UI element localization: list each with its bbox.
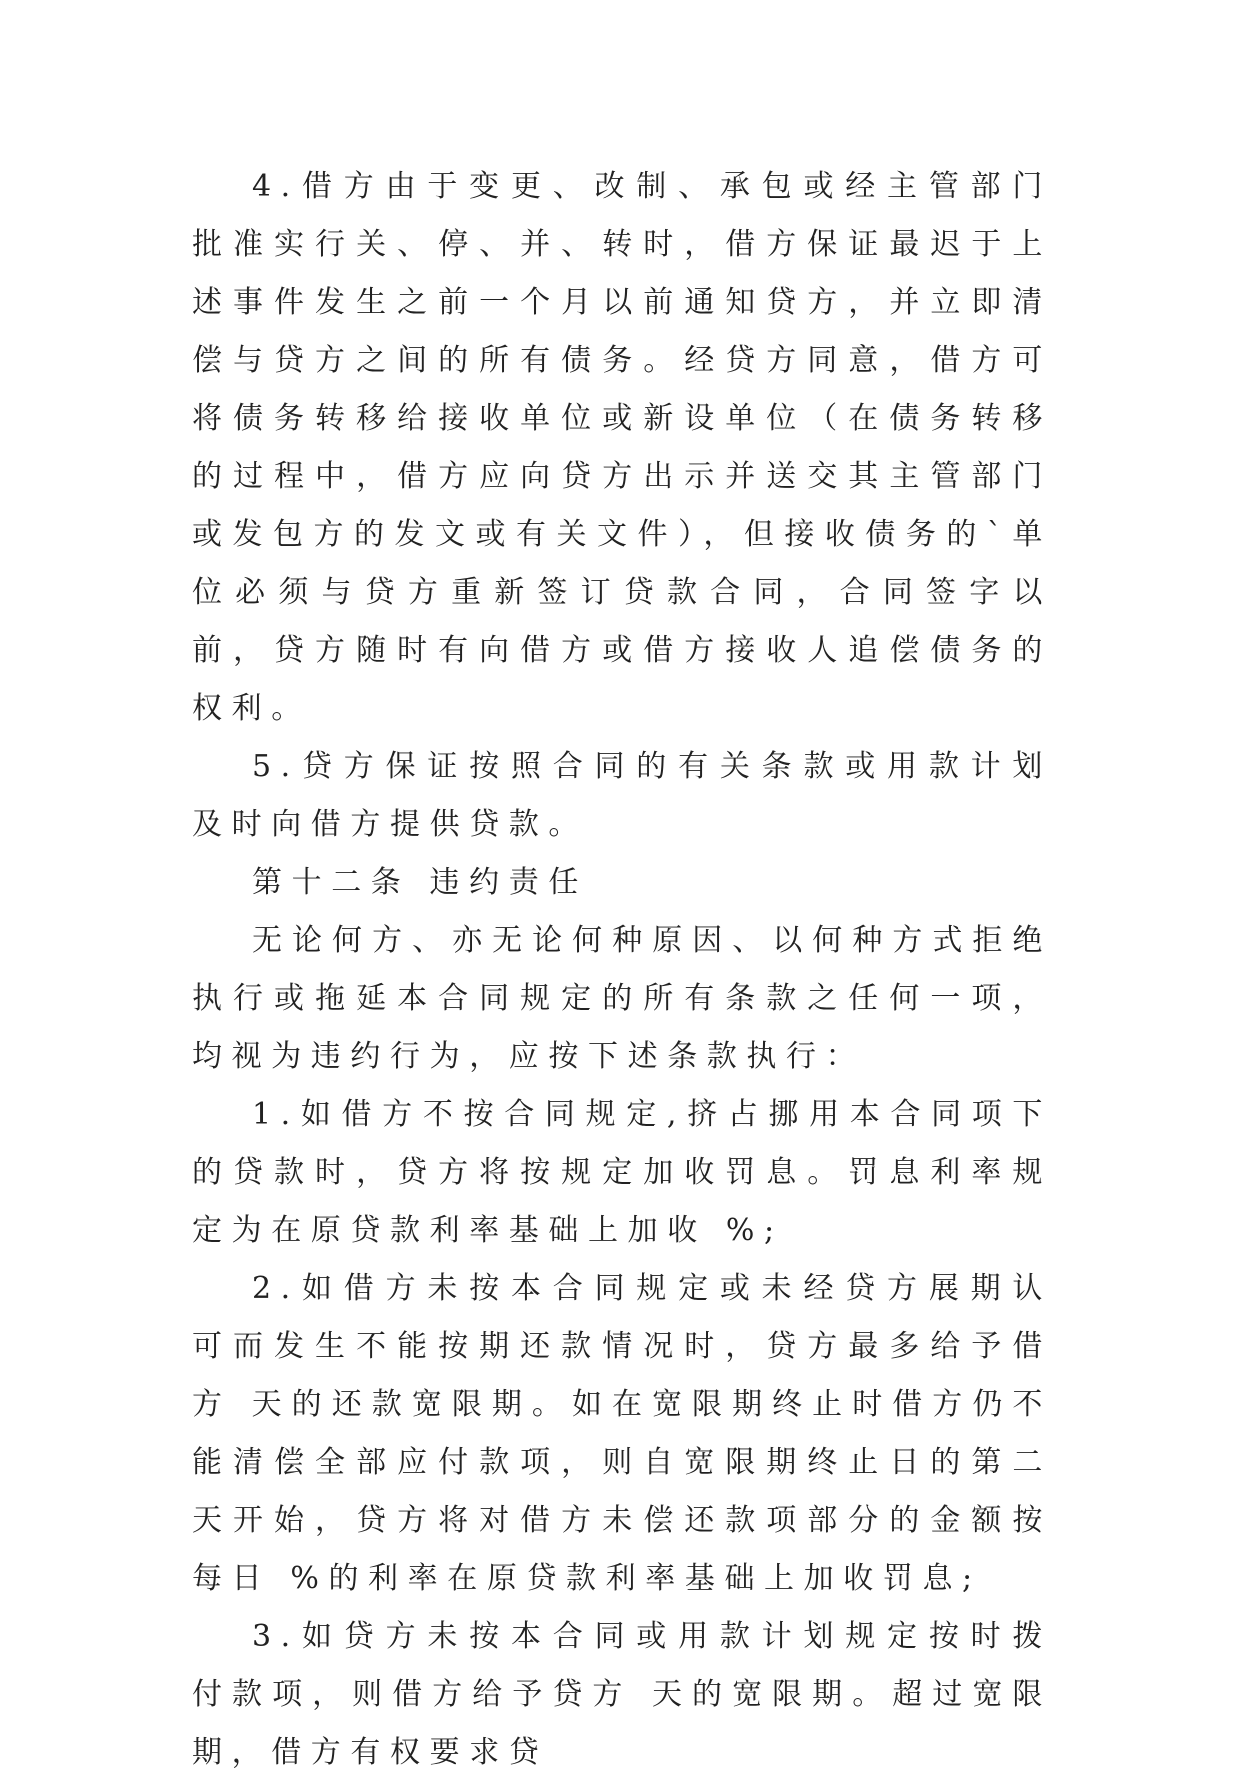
paragraph-clause-4: 4.借方由于变更、改制、承包或经主管部门批准实行关、停、并、转时，借方保证最迟于上述事件发生之前一个月以前通知贷方，并立即清偿与贷方之间的所有债务。经贷方同意，借方可将债务转移给接收单位或新设单位（在债务转移的过程中，借方应向贷方出示并送交其主管部门或发包方的发文或有关文件），但接收债务的`单位必须与贷方重新签订贷款合同，合同签字以前，贷方随时有向借方或借方接收人追偿债务的权利。 — [192, 169, 1052, 726]
paragraph-breach-2: 2.如借方未按本合同规定或未经贷方展期认可而发生不能按期还款情况时，贷方最多给予借方 天的还款宽限期。如在宽限期终止时借方仍不能清偿全部应付款项，则自宽限期终止日的第二天开始，贷方将对借方未偿还款项部分的金额按每日 %的利率在原贷款利率基础上加收罚息; — [192, 1271, 1052, 1596]
paragraph-breach-intro: 无论何方、亦无论何种原因、以何种方式拒绝执行或拖延本合同规定的所有条款之任何一项，均视为违约行为，应按下述条款执行： — [192, 923, 1052, 1074]
section-heading-article-12: 第十二条 违约责任 — [252, 865, 588, 900]
paragraph-clause-5: 5.贷方保证按照合同的有关条款或用款计划及时向借方提供贷款。 — [192, 749, 1052, 842]
document-body — [192, 158, 1052, 1782]
paragraph-breach-1: 1.如借方不按合同规定,挤占挪用本合同项下的贷款时，贷方将按规定加收罚息。罚息利率规定为在原贷款利率基础上加收 %; — [192, 1097, 1052, 1248]
paragraph-breach-3: 3.如贷方未按本合同或用款计划规定按时拨付款项，则借方给予贷方 天的宽限期。超过宽限期，借方有权要求贷 — [192, 1619, 1052, 1770]
